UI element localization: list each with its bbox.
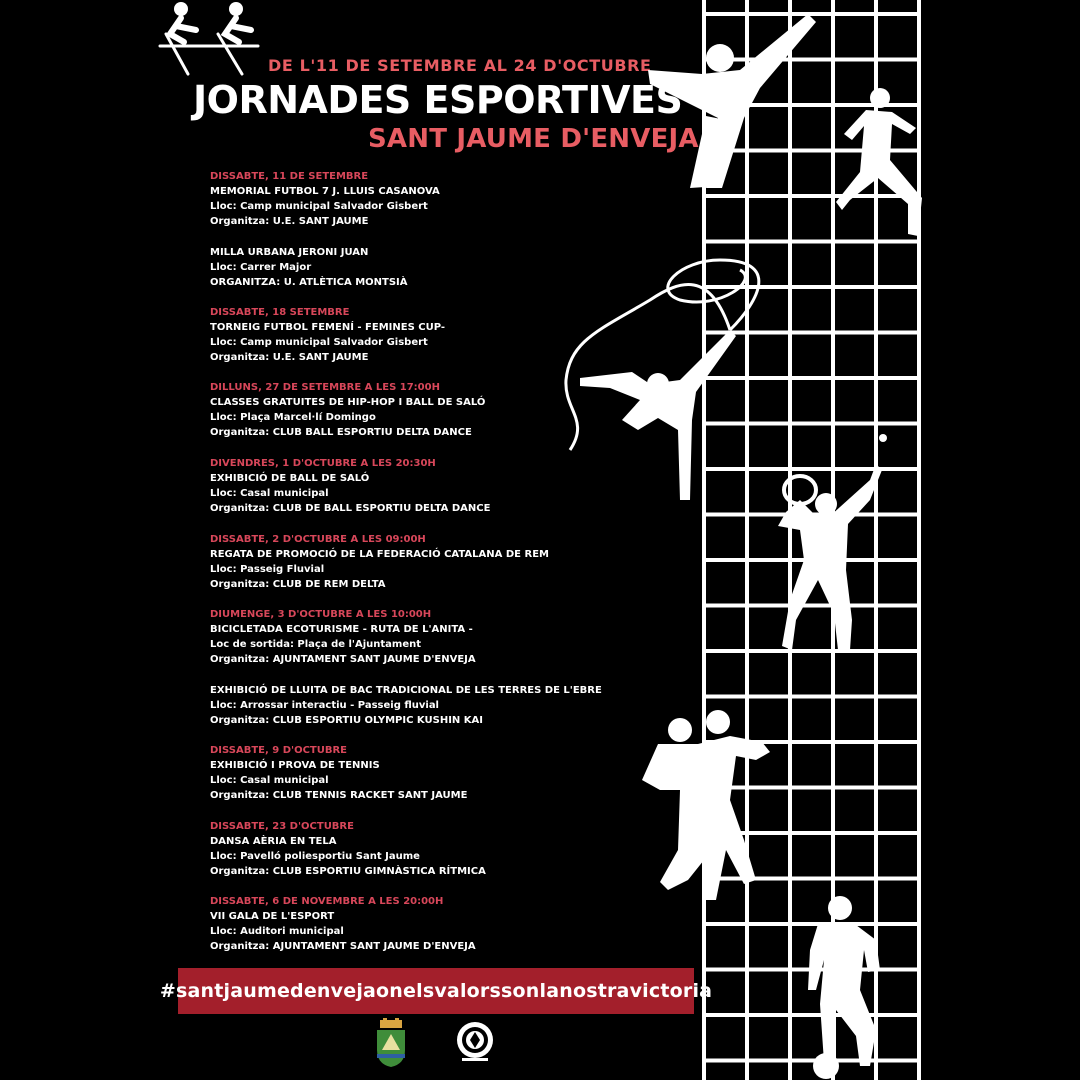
event-organizer: Organitza: CLUB TENNIS RACKET SANT JAUME [210, 790, 468, 801]
sant-jaume-emblem-icon [452, 1018, 498, 1064]
event-organizer: Organitza: AJUNTAMENT SANT JAUME D'ENVEJA [210, 941, 476, 952]
event-title: REGATA DE PROMOCIÓ DE LA FEDERACIÓ CATALANA DE REM [210, 549, 549, 560]
event-title: EXHIBICIÓ I PROVA DE TENNIS [210, 760, 380, 771]
town-title: SANT JAUME D'ENVEJA [368, 124, 699, 154]
hashtag-text: #santjaumedenvejaonelsvalorssonlanostravictoria [159, 980, 713, 1002]
event-location: Lloc: Arrossar interactiu - Passeig fluvial [210, 700, 439, 711]
event-location: Lloc: Casal municipal [210, 775, 329, 786]
rowing-icon [158, 0, 260, 78]
event-date: DISSABTE, 6 DE NOVEMBRE A LES 20:00H [210, 896, 444, 907]
page-title: JORNADES ESPORTIVES [193, 78, 683, 122]
event-organizer: Organitza: CLUB ESPORTIU GIMNÀSTICA RÍTMICA [210, 866, 486, 877]
karate-figure-icon [648, 14, 816, 188]
event-organizer: ORGANITZA: U. ATLÈTICA MONTSIÀ [210, 277, 408, 288]
event-title: CLASSES GRATUITES DE HIP-HOP I BALL DE SALÓ [210, 397, 486, 408]
gymnast-figure-icon [566, 260, 759, 500]
event-date: DIUMENGE, 3 D'OCTUBRE A LES 10:00H [210, 609, 432, 620]
event-location: Lloc: Auditori municipal [210, 926, 344, 937]
event-title: VII GALA DE L'ESPORT [210, 911, 335, 922]
event-date: DISSABTE, 18 SETEMBRE [210, 307, 350, 318]
event-title: MILLA URBANA JERONI JUAN [210, 247, 369, 258]
event-date: DISSABTE, 11 DE SETEMBRE [210, 171, 369, 182]
event-title: MEMORIAL FUTBOL 7 J. LLUIS CASANOVA [210, 186, 440, 197]
hashtag-banner [159, 968, 713, 1014]
sports-silhouettes [530, 0, 1080, 1080]
event-location: Lloc: Camp municipal Salvador Gisbert [210, 201, 428, 212]
event-title: BICICLETADA ECOTURISME - RUTA DE L'ANITA - [210, 624, 473, 635]
event-organizer: Organitza: CLUB DE REM DELTA [210, 579, 386, 590]
event-title: DANSA AÈRIA EN TELA [210, 836, 337, 847]
event-organizer: Organitza: U.E. SANT JAUME [210, 352, 369, 363]
event-dates: DE L'11 DE SETEMBRE AL 24 D'OCTUBRE [268, 56, 652, 75]
municipal-shield-icon [374, 1018, 408, 1068]
event-date: DISSABTE, 9 D'OCTUBRE [210, 745, 348, 756]
event-organizer: Organitza: AJUNTAMENT SANT JAUME D'ENVEJA [210, 654, 476, 665]
event-organizer: Organitza: CLUB BALL ESPORTIU DELTA DANCE [210, 427, 472, 438]
event-date: DILLUNS, 27 DE SETEMBRE A LES 17:00H [210, 382, 440, 393]
event-location: Lloc: Plaça Marcel·lí Domingo [210, 412, 376, 423]
event-title: EXHIBICIÓ DE LLUITA DE BAC TRADICIONAL DE LES TERRES DE L'EBRE [210, 685, 602, 696]
runner-figure-icon [836, 88, 922, 236]
event-title: TORNEIG FUTBOL FEMENÍ - FEMINES CUP- [210, 322, 446, 333]
event-location: Lloc: Pavelló poliesportiu Sant Jaume [210, 851, 420, 862]
event-organizer: Organitza: U.E. SANT JAUME [210, 216, 369, 227]
event-title: EXHIBICIÓ DE BALL DE SALÓ [210, 473, 370, 484]
event-date: DIVENDRES, 1 D'OCTUBRE A LES 20:30H [210, 458, 436, 469]
event-location: Lloc: Passeig Fluvial [210, 564, 325, 575]
event-location: Loc de sortida: Plaça de l'Ajuntament [210, 639, 422, 650]
event-date: DISSABTE, 23 D'OCTUBRE [210, 821, 354, 832]
soccer-figure-icon [808, 896, 880, 1079]
event-location: Lloc: Camp municipal Salvador Gisbert [210, 337, 428, 348]
event-organizer: Organitza: CLUB ESPORTIU OLYMPIC KUSHIN KAI [210, 715, 483, 726]
event-location: Lloc: Casal municipal [210, 488, 329, 499]
dancers-figure-icon [642, 710, 770, 900]
tennis-figure-icon [778, 434, 887, 650]
event-date: DISSABTE, 2 D'OCTUBRE A LES 09:00H [210, 534, 426, 545]
event-location: Lloc: Carrer Major [210, 262, 312, 273]
event-organizer: Organitza: CLUB DE BALL ESPORTIU DELTA DANCE [210, 503, 491, 514]
